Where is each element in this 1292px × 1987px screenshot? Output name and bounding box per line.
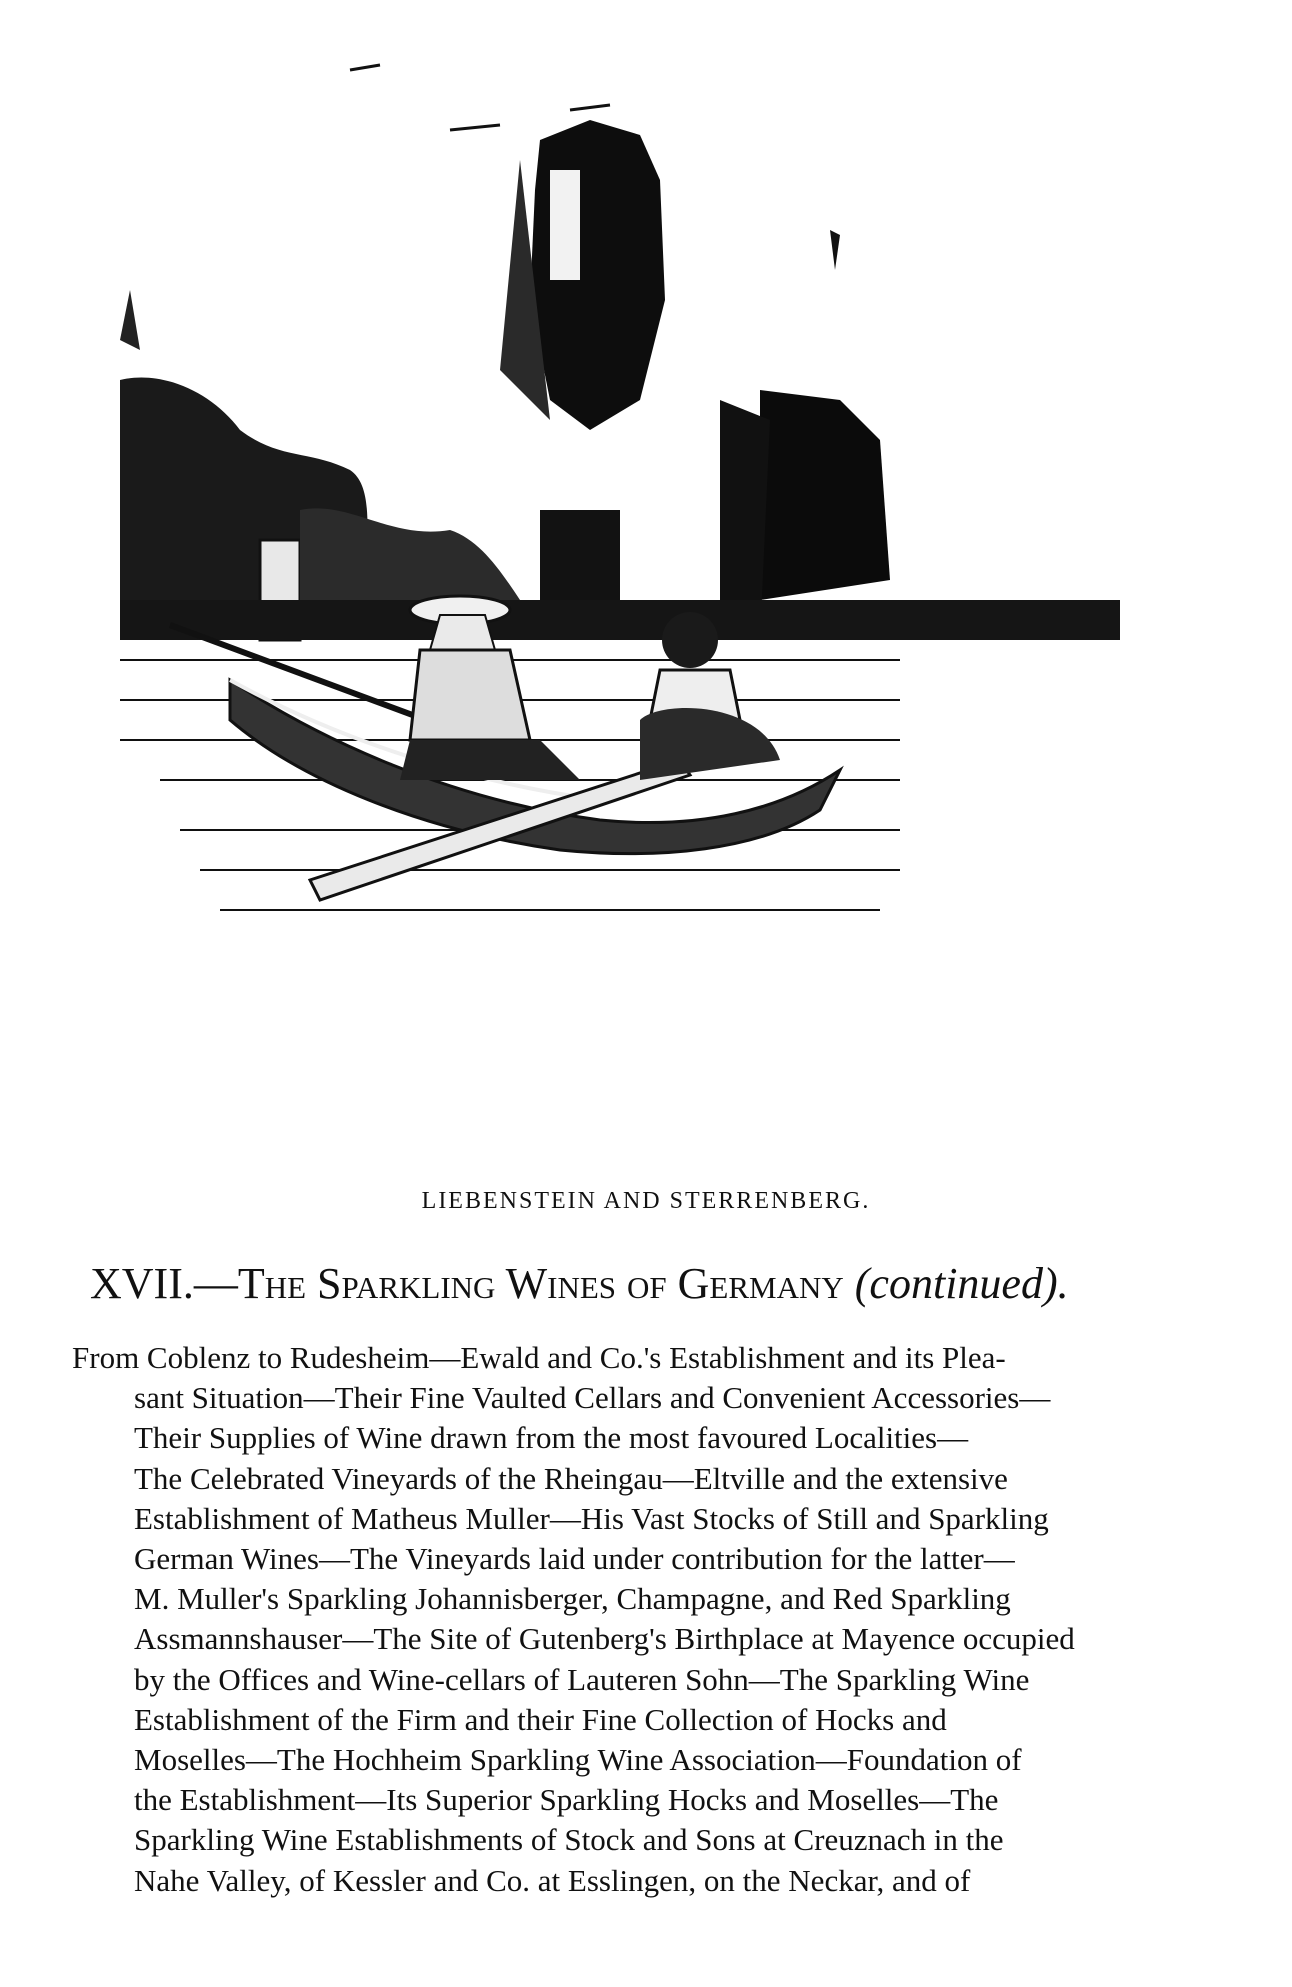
chapter-heading bbox=[90, 1258, 1240, 1309]
chapter-title-suffix: (continued). bbox=[854, 1259, 1069, 1308]
summary-line: German Wines—The Vineyards laid under contribution for the latter— bbox=[134, 1541, 1015, 1577]
summary-line: Their Supplies of Wine drawn from the most favoured Localities— bbox=[134, 1420, 969, 1456]
castle-hill bbox=[350, 65, 840, 430]
chapter-summary bbox=[72, 1338, 1172, 1901]
summary-line: Moselles—The Hochheim Sparkling Wine Association—Foundation of bbox=[134, 1742, 1022, 1778]
chapter-title: The Sparkling Wines of Germany bbox=[237, 1259, 844, 1308]
chapter-number: XVII.— bbox=[90, 1259, 238, 1308]
summary-line: sant Situation—Their Fine Vaulted Cellars and Convenient Accessories— bbox=[134, 1380, 1051, 1416]
illustration-caption: LIEBENSTEIN AND STERRENBERG. bbox=[421, 1188, 871, 1214]
left-trees bbox=[120, 290, 520, 640]
summary-line: Nahe Valley, of Kessler and Co. at Esslingen, on the Neckar, and of bbox=[134, 1862, 971, 1898]
summary-line: The Celebrated Vineyards of the Rheingau—Eltville and the extensive bbox=[134, 1460, 1008, 1496]
summary-line: Establishment of the Firm and their Fine Collection of Hocks and bbox=[134, 1701, 947, 1737]
engraving-illustration bbox=[120, 40, 1120, 1160]
summary-line: From Coblenz to Rudesheim—Ewald and Co.'s Establishment and its Plea- bbox=[72, 1340, 1006, 1375]
summary-line: Assmannshauser—The Site of Gutenberg's Birthplace at Mayence occupied bbox=[134, 1621, 1075, 1657]
summary-line: by the Offices and Wine-cellars of Lauteren Sohn—The Sparkling Wine bbox=[134, 1661, 1030, 1697]
summary-line: Establishment of Matheus Muller—His Vast Stocks of Still and Sparkling bbox=[134, 1500, 1049, 1536]
far-shore bbox=[120, 600, 1120, 640]
summary-line: M. Muller's Sparkling Johannisberger, Champagne, and Red Sparkling bbox=[134, 1581, 1011, 1617]
summary-line: Sparkling Wine Establishments of Stock and Sons at Creuznach in the bbox=[134, 1822, 1004, 1858]
summary-line: the Establishment—Its Superior Sparkling Hocks and Moselles—The bbox=[134, 1782, 999, 1818]
